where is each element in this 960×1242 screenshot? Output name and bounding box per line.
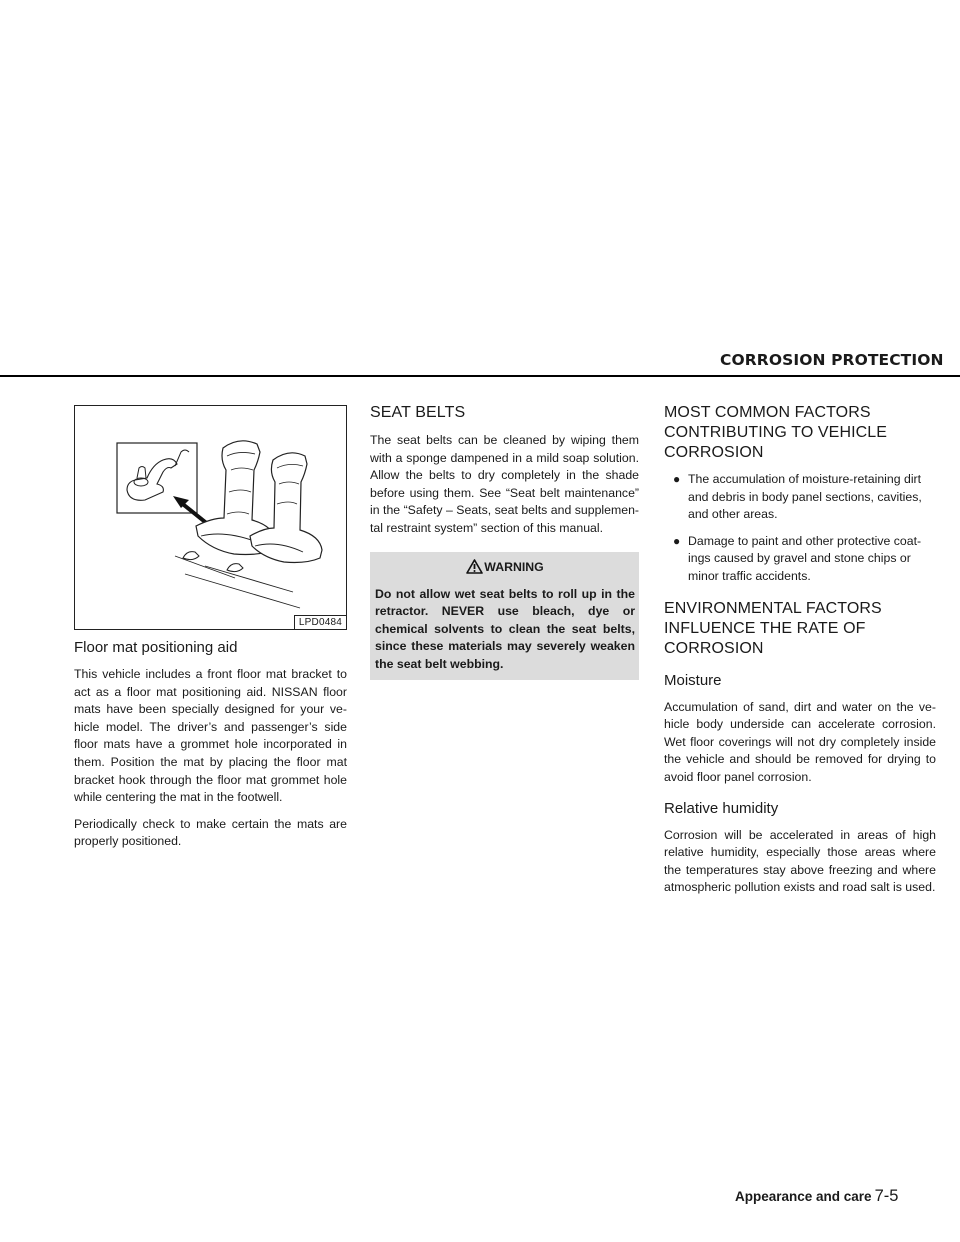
list-item [664,471,936,524]
warning-box [370,552,639,680]
seat-belts-paragraph: The seat belts can be cleaned by wiping them with a sponge dampened in a mild soap solution. Allow the belts to dry completely in the shade before using them. See “Seat belt maintenance” in the “Safety – Seats, seat belts and supplemen-tal restraint system” section of this manual. [370,433,639,535]
warning-label: WARNING [484,559,544,574]
page-footer [735,1187,898,1206]
warning-text: Do not allow wet seat belts to roll up in the retractor. NEVER use bleach, dye or chemical solvents to clean the seat belts, since these materials may severely weaken the seat belt webbing. [375,586,635,671]
floor-mat-heading: Floor mat positioning aid [74,639,238,656]
common-factors-heading-line-1: MOST COMMON FACTORS [664,404,871,421]
common-factors-list [664,471,936,586]
section-title: CORROSION PROTECTION [720,351,944,369]
figure-code: LPD0484 [294,615,346,629]
list-item [664,533,936,586]
column-floor-mat [74,405,347,851]
seat-floor-mat-drawing [75,406,346,629]
common-factors-heading-line-3: CORROSION [664,444,764,461]
column-seat-belts [370,405,639,680]
page-number: 7-5 [874,1187,899,1205]
floor-mat-paragraph: This vehicle includes a front floor mat bracket to act as a floor mat positioning aid. NISSAN floor mats have been specially designed for your ve-hicle model. The driver’s and passenger’s side floor mats have a grommet hole incorporated in them. Position the mat by placing the floor mat bracket hook through the floor mat grommet hole while centering the mat in the footwell. [74,667,347,805]
column-corrosion [664,405,936,897]
humidity-heading: Relative humidity [664,799,779,817]
footer-section-title: Appearance and care [735,1189,872,1204]
list-item-text: Damage to paint and other protective coat-ings caused by gravel and stone chips or minor traffic accidents. [688,533,922,583]
common-factors-heading-line-2: CONTRIBUTING TO VEHICLE [664,424,888,441]
common-factors-heading [664,403,936,463]
floor-mat-check-paragraph: Periodically check to make certain the mats are properly positioned. [74,816,347,849]
environmental-factors-heading-line-1: ENVIRONMENTAL FACTORS [664,599,882,617]
moisture-heading: Moisture [664,671,722,689]
humidity-paragraph: Corrosion will be accelerated in areas of high relative humidity, especially those areas where the temperatures stay above freezing and where atmospheric pollution exists and road salt is used. [664,827,936,895]
moisture-paragraph: Accumulation of sand, dirt and water on the ve-hicle body underside can accelerate corrosion. Wet floor coverings will not dry completely inside the vehicle and should be removed for drying to avoid floor panel corrosion. [664,699,936,784]
list-item-text: The accumulation of moisture-retaining dirt and debris in body panel sections, cavities, and other areas. [688,472,922,522]
bullet-icon: ● [673,472,681,486]
warning-icon [466,559,483,574]
environmental-factors-heading-line-3: CORROSION [664,639,764,657]
seat-illustration [74,405,347,630]
environmental-factors-heading [664,599,936,659]
warning-title [375,558,635,576]
section-divider [0,375,960,377]
bullet-icon: ● [673,533,681,548]
seat-belts-heading: SEAT BELTS [370,404,466,421]
environmental-factors-heading-line-2: INFLUENCE THE RATE OF [664,619,866,637]
